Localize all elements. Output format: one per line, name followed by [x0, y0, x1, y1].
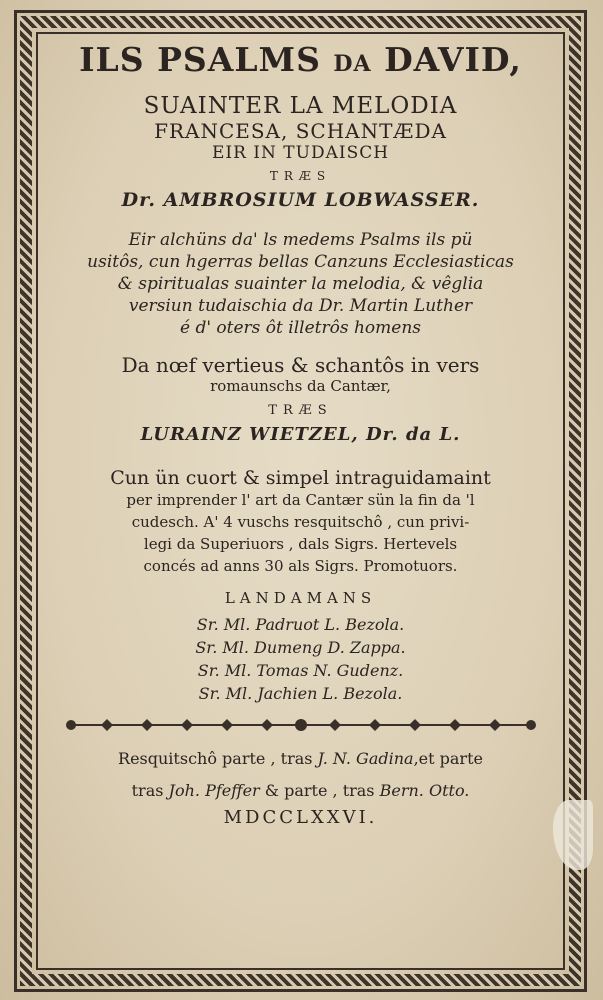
intro-line: legi da Superiuors , dals Sigrs. Hertevels — [143, 535, 458, 553]
title-part-1: ILS PSALMS — [79, 40, 321, 79]
author-lobwasser: Dr. AMBROSIUM LOBWASSER. — [121, 189, 480, 211]
intro-line: cudesch. A' 4 vuschs resquitschô , cun privi- — [131, 513, 470, 531]
description-line: versiun tudaischia da Dr. Martin Luther — [128, 296, 473, 316]
intro-line: Cun ün cuort & simpel intraguidamaint — [110, 467, 491, 489]
landamans-list — [44, 613, 557, 705]
author-wietzel: LURAINZ WIETZEL, Dr. da L. — [140, 424, 461, 445]
imprint-text: Resquitschô parte , tras — [118, 749, 318, 768]
description-line: usitôs, cun hgerras bellas Canzuns Ecclesiasticas — [87, 252, 514, 272]
description-line: é d' oters ôt illetrôs homens — [179, 318, 421, 338]
description-line: Eir alchüns da' ls medems Psalms ils pü — [128, 230, 473, 250]
intro-line: concés ad anns 30 als Sigrs. Promotuors. — [143, 557, 458, 575]
landaman-name: Sr. Ml. Tomas N. Gudenz. — [197, 661, 404, 680]
title-part-2: DA — [333, 51, 372, 77]
translation-line: Da nœf vertieus & schantôs in vers — [121, 353, 480, 377]
ornament-divider-icon — [61, 715, 541, 735]
imprint-line-1 — [44, 747, 557, 771]
printer-name: J. N. Gadina — [317, 749, 414, 768]
title-page-text — [44, 38, 557, 968]
landaman-name: Sr. Ml. Padruot L. Bezola. — [196, 615, 405, 634]
imprint-text: tras — [131, 781, 169, 800]
tras-label: TRÆS — [269, 169, 332, 183]
imprint-text: ,et parte — [413, 749, 483, 768]
imprint-line-2 — [44, 779, 557, 803]
imprint-text: & parte , tras — [259, 781, 380, 800]
publication-year: MDCCLXXVI. — [223, 807, 378, 828]
landamans-heading: LANDAMANS — [224, 589, 377, 607]
printer-name: Joh. Pfeffer — [168, 781, 260, 800]
translation-line: romaunschs da Cantær, — [210, 377, 391, 395]
intro-line: per imprender l' art da Cantær sün la fin da 'l — [126, 491, 475, 509]
subtitle-line: FRANCESA, SCHANTÆDA — [154, 119, 447, 143]
subtitle-line: EIR IN TUDAISCH — [211, 143, 390, 163]
main-title — [44, 40, 557, 79]
printer-name: Bern. Otto. — [379, 781, 470, 800]
landaman-name: Sr. Ml. Dumeng D. Zappa. — [195, 638, 406, 657]
tras-label: TRÆS — [268, 403, 333, 418]
subtitle-line: SUAINTER LA MELODIA — [143, 93, 458, 119]
title-part-3: DAVID, — [384, 40, 522, 79]
landaman-name: Sr. Ml. Jachien L. Bezola. — [198, 684, 403, 703]
description-line: & spiritualas suainter la melodia, & vêglia — [117, 274, 484, 294]
